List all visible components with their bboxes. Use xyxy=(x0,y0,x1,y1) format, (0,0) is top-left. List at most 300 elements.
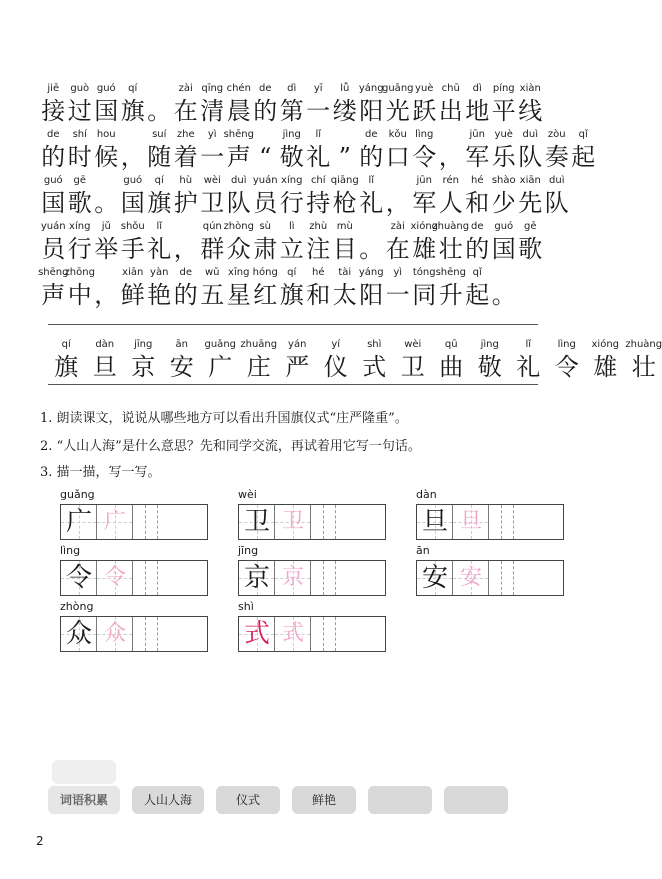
pinyin: dàn xyxy=(95,339,115,350)
hanzi: 随 xyxy=(147,143,172,171)
pinyin: hóng xyxy=(252,267,278,278)
pinyin: jìng xyxy=(480,339,499,350)
char-with-pinyin xyxy=(40,266,67,312)
pinyin: shēng xyxy=(223,129,254,140)
hanzi: 歌 xyxy=(67,189,92,217)
writing-grid[interactable] xyxy=(60,560,208,596)
char-with-pinyin xyxy=(40,82,67,128)
hanzi: 目 xyxy=(332,235,357,263)
pinyin: duì xyxy=(549,175,565,186)
char-with-pinyin xyxy=(164,338,201,382)
char-with-pinyin xyxy=(252,220,279,266)
char-with-pinyin xyxy=(279,338,316,382)
hanzi: 晨 xyxy=(226,97,251,125)
hanzi: 众 xyxy=(226,235,251,263)
char-with-pinyin xyxy=(385,266,412,312)
writing-grid[interactable] xyxy=(238,616,386,652)
char-with-pinyin xyxy=(93,82,120,128)
pinyin: tóng xyxy=(412,267,436,278)
pinyin: wèi xyxy=(203,175,221,186)
char-with-pinyin xyxy=(67,82,94,128)
hanzi: 阳 xyxy=(359,281,384,309)
pinyin: yī xyxy=(313,83,323,94)
writing-pinyin: lìng xyxy=(60,544,81,557)
pinyin: shì xyxy=(367,339,382,350)
hanzi: 候 xyxy=(94,143,119,171)
pinyin: gē xyxy=(73,175,86,186)
hanzi: 的 xyxy=(173,281,198,309)
char-with-pinyin xyxy=(411,266,438,312)
pinyin: hou xyxy=(96,129,116,140)
writing-block xyxy=(238,600,386,656)
hanzi: 礼 xyxy=(516,353,541,381)
char-with-pinyin xyxy=(279,82,306,128)
hanzi: 五 xyxy=(200,281,225,309)
hanzi: 在 xyxy=(173,97,198,125)
hanzi: 行 xyxy=(279,189,304,217)
pinyin: guó xyxy=(123,175,143,186)
hanzi: 旗 xyxy=(54,353,79,381)
writing-pinyin: shì xyxy=(238,600,254,613)
char-with-pinyin xyxy=(544,174,571,220)
divider-bottom xyxy=(48,384,538,385)
char-with-pinyin xyxy=(358,220,385,266)
hanzi: 旦 xyxy=(92,353,117,381)
pinyin: shǒu xyxy=(120,221,145,232)
char-with-pinyin xyxy=(173,128,200,174)
pinyin: hé xyxy=(471,175,484,186)
char-with-pinyin xyxy=(93,128,120,174)
char-with-pinyin xyxy=(67,174,94,220)
pinyin: qí xyxy=(61,339,71,350)
hanzi: 乐 xyxy=(491,143,516,171)
hanzi: 雄 xyxy=(412,235,437,263)
writing-grid[interactable] xyxy=(60,616,208,652)
writing-grid[interactable] xyxy=(238,504,386,540)
pinyin: zài xyxy=(178,83,193,94)
hanzi: 庄 xyxy=(246,353,271,381)
hanzi: 严 xyxy=(285,353,310,381)
hanzi: 枪 xyxy=(332,189,357,217)
char-with-pinyin xyxy=(226,174,253,220)
hanzi: 少 xyxy=(491,189,516,217)
pinyin: zhù xyxy=(309,221,328,232)
char-with-pinyin xyxy=(472,338,509,382)
writing-pinyin: dàn xyxy=(416,488,437,501)
char-with-pinyin xyxy=(435,266,466,312)
hanzi: 时 xyxy=(67,143,92,171)
pinyin: hù xyxy=(179,175,193,186)
pinyin: de xyxy=(179,267,192,278)
vocab-word: 人山人海 xyxy=(132,786,204,814)
hanzi: 京 xyxy=(131,353,156,381)
hanzi: 旗 xyxy=(120,97,145,125)
hanzi: 太 xyxy=(332,281,357,309)
char-with-pinyin xyxy=(173,174,200,220)
pinyin: lǐ xyxy=(525,339,532,350)
writing-pinyin: jīng xyxy=(238,544,259,557)
trace-char: 卫 xyxy=(281,509,304,534)
hanzi: 的 xyxy=(253,97,278,125)
hanzi: 举 xyxy=(94,235,119,263)
hanzi: 肃 xyxy=(253,235,278,263)
char-with-pinyin xyxy=(93,174,120,220)
char-with-pinyin xyxy=(40,128,67,174)
pinyin: chū xyxy=(441,83,460,94)
hanzi: 员 xyxy=(253,189,278,217)
pinyin: zhuàng xyxy=(625,339,662,350)
char-with-pinyin xyxy=(146,128,173,174)
hanzi: 国 xyxy=(94,97,119,125)
pinyin: lǚ xyxy=(340,83,350,94)
char-with-pinyin xyxy=(549,338,586,382)
pinyin: dì xyxy=(287,83,297,94)
char-with-pinyin xyxy=(146,82,173,128)
char-with-pinyin xyxy=(279,266,306,312)
hanzi: 旗 xyxy=(279,281,304,309)
char-with-pinyin xyxy=(199,174,226,220)
hanzi: 一 xyxy=(385,281,410,309)
hanzi: 广 xyxy=(208,353,233,381)
writing-grid[interactable] xyxy=(416,504,564,540)
pinyin: suí xyxy=(152,129,167,140)
char-with-pinyin xyxy=(305,174,332,220)
pinyin: wǔ xyxy=(204,267,220,278)
passage-line xyxy=(40,266,560,312)
hanzi: 光 xyxy=(385,97,410,125)
hanzi: 持 xyxy=(306,189,331,217)
pinyin: hé xyxy=(312,267,325,278)
hanzi: 一 xyxy=(200,143,225,171)
char-with-pinyin xyxy=(146,266,173,312)
char-with-pinyin xyxy=(332,82,359,128)
char-with-pinyin xyxy=(40,220,67,266)
pinyin: rén xyxy=(442,175,459,186)
pinyin: qǐ xyxy=(578,129,588,140)
writing-grid[interactable] xyxy=(416,560,564,596)
hanzi: ， xyxy=(385,189,410,217)
char-with-pinyin xyxy=(252,174,279,220)
model-char: 卫 xyxy=(243,507,270,537)
hanzi: 跃 xyxy=(412,97,437,125)
writing-row-1 xyxy=(60,488,564,544)
char-with-pinyin xyxy=(40,174,67,220)
char-with-pinyin xyxy=(385,220,412,266)
pinyin: lìng xyxy=(557,339,576,350)
hanzi: 礼 xyxy=(359,189,384,217)
char-with-pinyin xyxy=(464,220,491,266)
hanzi: 起 xyxy=(571,143,596,171)
hanzi: 线 xyxy=(518,97,543,125)
char-with-pinyin xyxy=(433,338,470,382)
trace-char: 令 xyxy=(103,565,126,590)
pinyin: xíng xyxy=(281,175,303,186)
hanzi: 着 xyxy=(173,143,198,171)
hanzi: 第 xyxy=(279,97,304,125)
writing-block xyxy=(60,600,208,656)
char-with-pinyin xyxy=(438,174,465,220)
hanzi: 壮 xyxy=(631,353,656,381)
trace-char: 京 xyxy=(281,565,304,590)
hanzi: 群 xyxy=(200,235,225,263)
writing-grid[interactable] xyxy=(60,504,208,540)
char-with-pinyin xyxy=(358,128,385,174)
hanzi: 接 xyxy=(41,97,66,125)
char-with-pinyin xyxy=(87,338,124,382)
char-with-pinyin xyxy=(226,82,253,128)
char-with-pinyin xyxy=(93,220,120,266)
pinyin: lì xyxy=(288,221,295,232)
char-with-pinyin xyxy=(464,266,491,312)
char-with-pinyin xyxy=(202,338,239,382)
char-with-pinyin xyxy=(517,128,544,174)
char-with-pinyin xyxy=(411,174,438,220)
pinyin: qiāng xyxy=(330,175,359,186)
vocab-bar xyxy=(48,786,508,814)
char-with-pinyin xyxy=(432,220,470,266)
model-char: 令 xyxy=(65,563,92,593)
hanzi: 卫 xyxy=(200,189,225,217)
hanzi: 口 xyxy=(385,143,410,171)
hanzi: 敬 xyxy=(279,143,304,171)
char-with-pinyin xyxy=(464,174,491,220)
passage-line xyxy=(40,82,560,128)
hanzi: 起 xyxy=(465,281,490,309)
vocab-blank xyxy=(444,786,508,814)
hanzi: 壮 xyxy=(438,235,463,263)
char-with-pinyin xyxy=(252,82,279,128)
writing-pinyin: guǎng xyxy=(60,488,95,501)
pinyin: zhòng xyxy=(223,221,254,232)
char-with-pinyin xyxy=(279,220,306,266)
char-with-pinyin xyxy=(252,128,279,174)
pinyin: qí xyxy=(154,175,164,186)
char-with-pinyin xyxy=(491,174,518,220)
model-char: 安 xyxy=(421,563,448,593)
hanzi: 。 xyxy=(147,97,172,125)
pinyin: de xyxy=(259,83,272,94)
char-with-pinyin xyxy=(517,220,544,266)
pinyin: yì xyxy=(207,129,217,140)
char-with-pinyin xyxy=(358,174,385,220)
char-with-pinyin xyxy=(411,128,438,174)
pinyin: wèi xyxy=(404,339,422,350)
pinyin: zhuàng xyxy=(432,221,470,232)
hanzi: 旗 xyxy=(147,189,172,217)
pinyin: qǐ xyxy=(472,267,482,278)
hanzi: 奏 xyxy=(544,143,569,171)
pinyin: shào xyxy=(491,175,516,186)
pinyin: shí xyxy=(72,129,87,140)
hanzi: 平 xyxy=(491,97,516,125)
char-with-pinyin xyxy=(64,266,95,312)
char-with-pinyin xyxy=(199,128,226,174)
pinyin: jīng xyxy=(134,339,153,350)
hanzi: 和 xyxy=(465,189,490,217)
char-with-pinyin xyxy=(332,266,359,312)
char-with-pinyin xyxy=(411,82,438,128)
pinyin: guǎng xyxy=(204,339,236,350)
char-with-pinyin xyxy=(93,266,120,312)
hanzi: “ xyxy=(259,143,272,171)
char-with-pinyin xyxy=(517,174,544,220)
char-with-pinyin xyxy=(491,128,518,174)
pinyin: zhuāng xyxy=(240,339,278,350)
char-with-pinyin xyxy=(199,220,226,266)
hanzi: 护 xyxy=(173,189,198,217)
pinyin: xíng xyxy=(69,221,91,232)
pinyin: qí xyxy=(128,83,138,94)
model-char: 广 xyxy=(65,507,92,537)
char-with-pinyin xyxy=(305,266,332,312)
pinyin: yì xyxy=(393,267,403,278)
pinyin: de xyxy=(471,221,484,232)
pinyin: kǒu xyxy=(388,129,407,140)
pinyin: mù xyxy=(336,221,353,232)
vocab-header: 词语积累 xyxy=(48,786,120,814)
writing-pinyin: wèi xyxy=(238,488,257,501)
pinyin: zhōng xyxy=(64,267,95,278)
pinyin: xīng xyxy=(228,267,250,278)
char-with-pinyin xyxy=(491,82,518,128)
hanzi: 立 xyxy=(279,235,304,263)
hanzi: 曲 xyxy=(439,353,464,381)
char-with-pinyin xyxy=(252,266,279,312)
decorative-shape xyxy=(52,760,116,784)
hanzi: 。 xyxy=(94,189,119,217)
pinyin: jìng xyxy=(282,129,301,140)
char-with-pinyin xyxy=(464,82,491,128)
pinyin: duì xyxy=(231,175,247,186)
pinyin: xiān xyxy=(519,175,541,186)
char-with-pinyin xyxy=(318,338,355,382)
new-characters-list xyxy=(48,338,662,382)
hanzi: 礼 xyxy=(147,235,172,263)
writing-block xyxy=(238,544,386,600)
hanzi: 国 xyxy=(120,189,145,217)
hanzi: 缕 xyxy=(332,97,357,125)
pinyin: guò xyxy=(70,83,90,94)
char-with-pinyin xyxy=(146,220,173,266)
hanzi: 的 xyxy=(41,143,66,171)
char-with-pinyin xyxy=(395,338,432,382)
writing-pinyin: ān xyxy=(416,544,430,557)
char-with-pinyin xyxy=(120,220,147,266)
char-with-pinyin xyxy=(332,220,359,266)
char-with-pinyin xyxy=(125,338,162,382)
hanzi: 鲜 xyxy=(120,281,145,309)
hanzi: 队 xyxy=(518,143,543,171)
pinyin: qún xyxy=(202,221,222,232)
hanzi: 的 xyxy=(465,235,490,263)
char-with-pinyin xyxy=(332,128,359,174)
pinyin: dì xyxy=(472,83,482,94)
pinyin: yàn xyxy=(150,267,169,278)
hanzi: ， xyxy=(94,281,119,309)
trace-char: 式 xyxy=(281,621,304,646)
question-3: 3. 描一描，写一写。 xyxy=(40,465,161,480)
hanzi: 阳 xyxy=(359,97,384,125)
char-with-pinyin xyxy=(517,82,544,128)
hanzi: 安 xyxy=(169,353,194,381)
char-with-pinyin xyxy=(120,266,147,312)
pinyin: guó xyxy=(43,175,63,186)
hanzi: 注 xyxy=(306,235,331,263)
pinyin: yuán xyxy=(40,221,66,232)
hanzi: 人 xyxy=(438,189,463,217)
pinyin: yí xyxy=(331,339,341,350)
char-with-pinyin xyxy=(146,174,173,220)
pinyin: lǐ xyxy=(315,129,322,140)
pinyin: jǔ xyxy=(101,221,111,232)
char-with-pinyin xyxy=(305,220,332,266)
pinyin: yán xyxy=(288,339,307,350)
hanzi: 中 xyxy=(67,281,92,309)
writing-block xyxy=(60,544,208,600)
pinyin: xióng xyxy=(410,221,438,232)
model-char: 式 xyxy=(243,619,270,649)
char-with-pinyin xyxy=(438,82,465,128)
passage-line xyxy=(40,220,560,266)
hanzi: 军 xyxy=(412,189,437,217)
hanzi: 令 xyxy=(412,143,437,171)
hanzi: 队 xyxy=(226,189,251,217)
vocab-word: 仪式 xyxy=(216,786,280,814)
pinyin: duì xyxy=(522,129,538,140)
char-with-pinyin xyxy=(173,266,200,312)
pinyin: chí xyxy=(310,175,326,186)
writing-grid[interactable] xyxy=(238,560,386,596)
hanzi: 国 xyxy=(41,189,66,217)
char-with-pinyin xyxy=(120,174,147,220)
hanzi: 队 xyxy=(544,189,569,217)
char-with-pinyin xyxy=(385,128,412,174)
model-char: 众 xyxy=(65,619,92,649)
divider-top xyxy=(48,324,538,325)
pinyin: shēng xyxy=(435,267,466,278)
hanzi: ” xyxy=(338,143,351,171)
trace-char: 安 xyxy=(459,565,482,590)
pinyin: guāng xyxy=(382,83,414,94)
page-number: 2 xyxy=(36,834,44,848)
char-with-pinyin xyxy=(173,220,200,266)
hanzi: 仪 xyxy=(323,353,348,381)
hanzi: 礼 xyxy=(306,143,331,171)
char-with-pinyin xyxy=(332,174,359,220)
hanzi: ， xyxy=(173,235,198,263)
hanzi: 同 xyxy=(412,281,437,309)
writing-block xyxy=(238,488,386,544)
hanzi: 和 xyxy=(306,281,331,309)
char-with-pinyin xyxy=(120,82,147,128)
pinyin: yuè xyxy=(494,129,513,140)
char-with-pinyin xyxy=(223,128,254,174)
hanzi: 令 xyxy=(554,353,579,381)
pinyin: qīng xyxy=(201,83,224,94)
hanzi: ， xyxy=(120,143,145,171)
char-with-pinyin xyxy=(385,174,412,220)
pinyin: lǐ xyxy=(156,221,163,232)
hanzi: 清 xyxy=(200,97,225,125)
char-with-pinyin xyxy=(544,128,571,174)
char-with-pinyin xyxy=(356,338,393,382)
hanzi: 卫 xyxy=(400,353,425,381)
pinyin: jūn xyxy=(416,175,432,186)
hanzi: 过 xyxy=(67,97,92,125)
vocab-blank xyxy=(368,786,432,814)
lesson-passage xyxy=(38,82,596,312)
hanzi: 手 xyxy=(120,235,145,263)
